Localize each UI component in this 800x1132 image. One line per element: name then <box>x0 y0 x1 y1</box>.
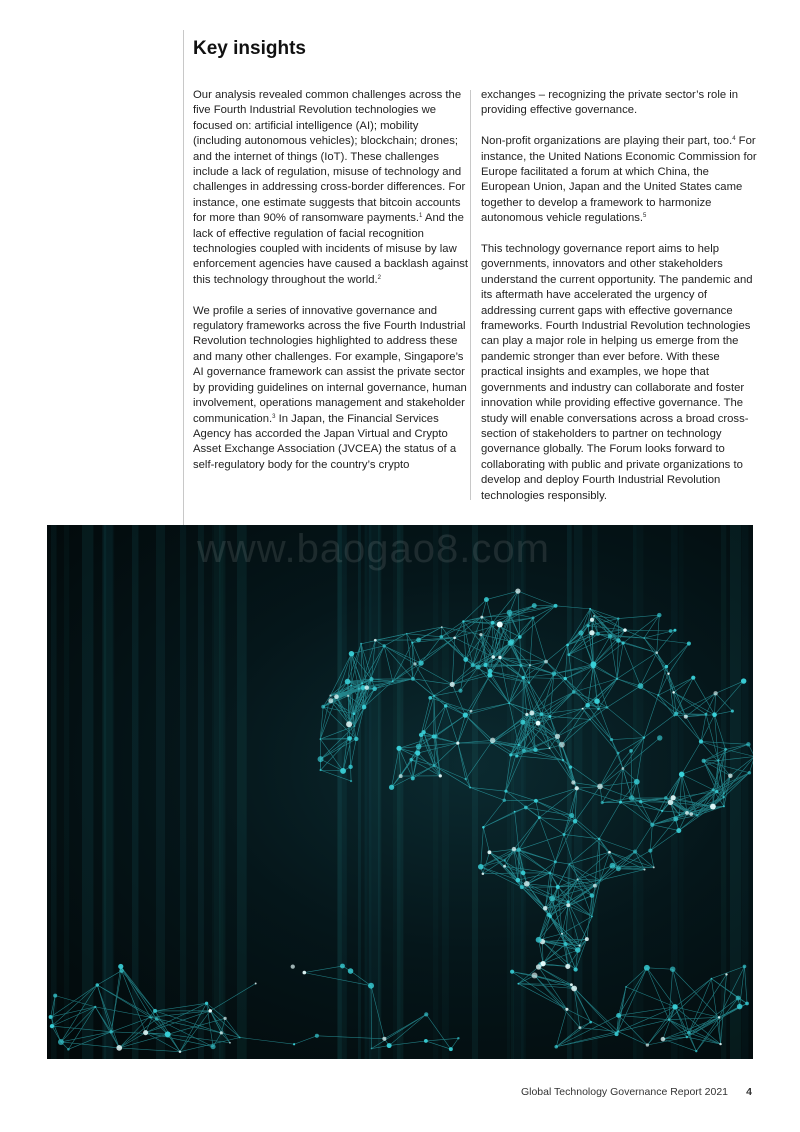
right-paragraph-1: exchanges – recognizing the private sector’s role in providing effective governance. <box>481 89 739 117</box>
right-column <box>481 88 757 519</box>
footnote-ref[interactable]: 3 <box>272 413 276 420</box>
left-paragraph-1: Our analysis revealed common challenges across the five Fourth Industrial Revolution technologies we focused on: artificial intelligence (AI); mobility (including autonomous vehicles); blockchain; drones; and the internet of things (IoT). These challenges include a lack of regulation, misuse of technology and challenges in addressing cross-border differences. For instance, one estimate suggests that bitcoin accounts for more than 90% of ransomware payments.$^1$ And the lack of effective regulation of facial recognition technologies coupled with incidents of misuse by law enforcement agencies have caused a backlash against this technology throughout the world.$^2$ <box>193 89 469 286</box>
watermark: www.baogao8.com <box>197 527 550 571</box>
right-paragraph-2: Non-profit organizations are playing their part, too.$^4$ For instance, the United Nations Economic Commission for Europe facilitated a forum at which China, the European Union, Japan and the United States came together to develop a framework to harmonize autonomous vehicle regulations.$^5$ <box>481 135 757 225</box>
neural-brain-image <box>47 525 753 1059</box>
page-title: Key insights <box>193 38 306 59</box>
footnote-ref[interactable]: 4 <box>732 136 736 143</box>
left-rule <box>183 30 184 525</box>
right-paragraph-3: This technology governance report aims to help governments, innovators and other stakeholders understand the current opportunity. The pandemic and its aftermath have accelerated the urgency of addressing current gaps with effective governance frameworks. Fourth Industrial Revolution technologies can play a major role in helping us emerge from the pandemic stronger than ever before. With these practical insights and examples, we hope that governments and industry can collaborate and foster innovation while providing effective governance. The study will enable conversations across a broad cross-section of stakeholders to partner on technology governance globally. The Forum looks forward to collaborating with public and private organizations to develop and deploy Fourth Industrial Revolution technologies responsibly. <box>481 243 753 502</box>
footer-report-title: Global Technology Governance Report 2021 <box>520 1086 728 1098</box>
page-number: 4 <box>746 1086 752 1098</box>
brain-network-illustration <box>47 525 753 1059</box>
footnote-ref[interactable]: 2 <box>377 274 381 281</box>
left-paragraph-2: We profile a series of innovative governance and regulatory frameworks across the five Fourth Industrial Revolution technologies highlighted to address these and many other challenges. For example, Singapore’s AI governance framework can assist the private sector by providing guidelines on internal governance, human involvement, operations management and stakeholder communication.$^3$ In Japan, the Financial Services Agency has accorded the Japan Virtual and Crypto Asset Exchange Association (JVCEA) the status of a self-regulatory body for the country’s crypto <box>193 304 467 471</box>
column-rule <box>470 90 471 500</box>
footnote-ref[interactable]: 1 <box>419 213 423 220</box>
footnote-ref[interactable]: 5 <box>643 213 647 220</box>
left-column <box>193 88 469 489</box>
